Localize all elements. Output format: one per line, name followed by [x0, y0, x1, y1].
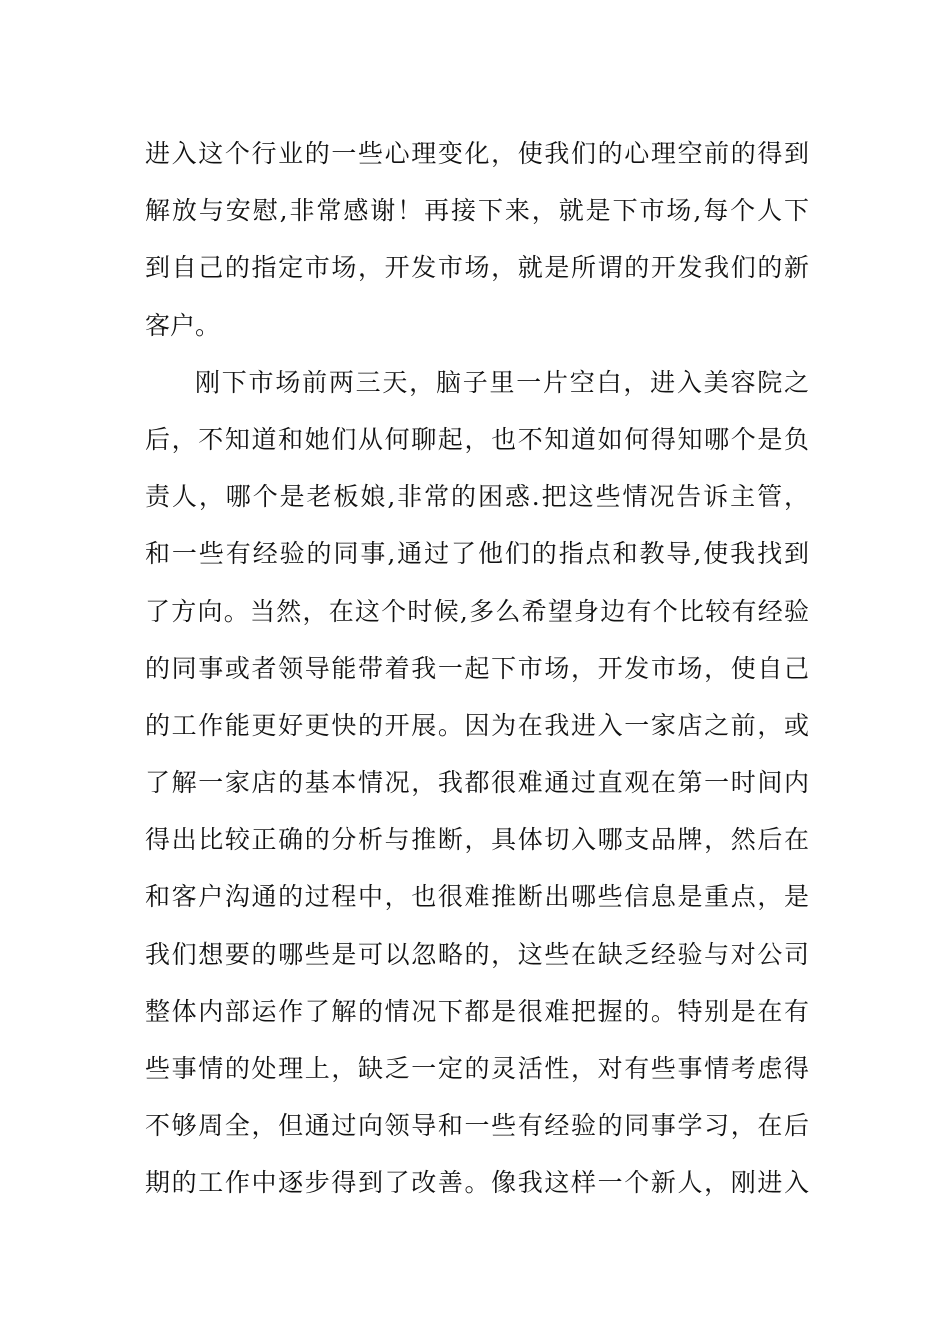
- text-line: 解放与安慰,非常感谢！再接下来，就是下市场,每个人下: [145, 196, 809, 226]
- text-line: 些事情的处理上，缺乏一定的灵活性，对有些事情考虑得: [145, 1054, 809, 1083]
- text-line: 不够周全，但通过向领导和一些有经验的同事学习，在后: [145, 1111, 809, 1141]
- text-line: 刚下市场前两三天，脑子里一片空白，进入美容院之: [195, 367, 809, 397]
- text-line: 整体内部运作了解的情况下都是很难把握的。特别是在有: [145, 996, 809, 1026]
- text-line: 的同事或者领导能带着我一起下市场，开发市场，使自己: [145, 653, 809, 683]
- paragraph: [145, 354, 809, 1212]
- text-line: 了方向。当然，在这个时候,多么希望身边有个比较有经验: [145, 596, 809, 626]
- text-line: 了解一家店的基本情况，我都很难通过直观在第一时间内: [145, 768, 809, 798]
- text-line: 我们想要的哪些是可以忽略的，这些在缺乏经验与对公司: [145, 939, 809, 969]
- text-line: 得出比较正确的分析与推断，具体切入哪支品牌，然后在: [145, 825, 809, 855]
- text-line: 和客户沟通的过程中，也很难推断出哪些信息是重点，是: [145, 882, 809, 912]
- text-line: 到自己的指定市场，开发市场，就是所谓的开发我们的新: [145, 253, 809, 283]
- text-line: 责人，哪个是老板娘,非常的困惑.把这些情况告诉主管，: [145, 482, 809, 512]
- text-line: 和一些有经验的同事,通过了他们的指点和教导,使我找到: [145, 539, 809, 569]
- paragraph: [145, 125, 809, 354]
- body-text: [145, 125, 809, 1212]
- text-line: 后，不知道和她们从何聊起，也不知道如何得知哪个是负: [145, 424, 809, 454]
- text-line: 客户。: [145, 310, 221, 340]
- text-line: 进入这个行业的一些心理变化，使我们的心理空前的得到: [145, 139, 809, 168]
- text-line: 期的工作中逐步得到了改善。像我这样一个新人，刚进入: [145, 1168, 809, 1198]
- text-line: 的工作能更好更快的开展。因为在我进入一家店之前，或: [145, 710, 809, 740]
